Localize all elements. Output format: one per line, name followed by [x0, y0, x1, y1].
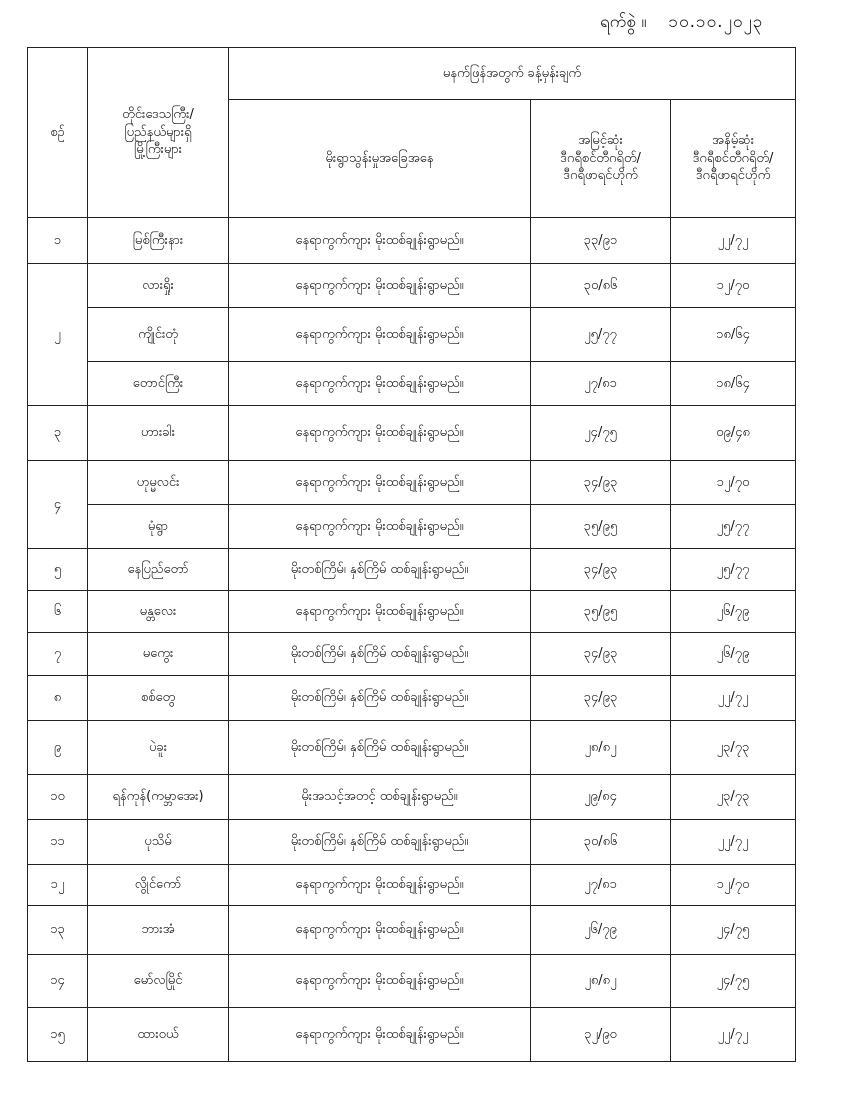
max-temp-cell: ၂၄/၇၅	[531, 406, 671, 461]
condition-cell: နေရာကွက်ကျား မိုးထစ်ချုန်းရွာမည်။	[229, 362, 531, 406]
condition-cell: နေရာကွက်ကျား မိုးထစ်ချုန်းရွာမည်။	[229, 461, 531, 505]
header-region-line: တိုင်းဒေသကြီး/	[122, 107, 194, 123]
table-row	[28, 549, 796, 591]
min-temp-cell: ၂၄/၇၅	[671, 955, 796, 1008]
serial-cell: ၉	[28, 721, 88, 775]
serial-cell: ၁၀	[28, 775, 88, 820]
date-line	[600, 8, 800, 38]
table-row	[28, 591, 796, 633]
min-temp-cell: ၁၂/၇၀	[671, 461, 796, 505]
table-row	[28, 721, 796, 775]
serial-cell: ၅	[28, 549, 88, 591]
header-max-line: ဒီဂရီစင်တီဂရိတ်/	[560, 150, 641, 166]
city-cell: ပဲခူး	[88, 721, 229, 775]
condition-cell: နေရာကွက်ကျား မိုးထစ်ချုန်းရွာမည်။	[229, 505, 531, 549]
max-temp-cell: ၂၇/၈၁	[531, 865, 671, 906]
condition-cell: နေရာကွက်ကျား မိုးထစ်ချုန်းရွာမည်။	[229, 591, 531, 633]
condition-cell: မိုးအသင့်အတင့် ထစ်ချုန်းရွာမည်။	[229, 775, 531, 820]
min-temp-cell: ၂၂/၇၂	[671, 218, 796, 264]
max-temp-cell: ၂၆/၇၉	[531, 906, 671, 955]
header-forecast-group: မနက်ဖြန်အတွက် ခန့်မှန်းချက်	[229, 48, 796, 100]
max-temp-cell: ၃၅/၉၅	[531, 505, 671, 549]
max-temp-cell: ၃၄/၉၃	[531, 676, 671, 721]
city-cell: ဘားအံ	[88, 906, 229, 955]
max-temp-cell: ၃၂/၉၀	[531, 1008, 671, 1062]
table-row	[28, 906, 796, 955]
serial-cell: ၁၄	[28, 955, 88, 1008]
city-cell: ဟုမ္မလင်း	[88, 461, 229, 505]
table-row	[28, 955, 796, 1008]
condition-cell: မိုးတစ်ကြိမ်၊ နှစ်ကြိမ် ထစ်ချုန်းရွာမည်။	[229, 820, 531, 865]
city-cell: စစ်တွေ	[88, 676, 229, 721]
min-temp-cell: ၂၆/၇၉	[671, 633, 796, 676]
serial-cell: ၆	[28, 591, 88, 633]
header-max-line: ဒီဂရီဖာရင်ဟိုက်	[563, 168, 638, 184]
header-region	[88, 48, 229, 218]
header-condition: မိုးရွာသွန်းမှုအခြေအနေ	[229, 100, 531, 218]
table-row	[28, 218, 796, 264]
header-max-temp	[531, 100, 671, 218]
min-temp-cell: ၁၂/၇၀	[671, 865, 796, 906]
table-row	[28, 264, 796, 308]
table-row	[28, 1008, 796, 1062]
max-temp-cell: ၂၈/၈၂	[531, 721, 671, 775]
city-cell: ပုသိမ်	[88, 820, 229, 865]
condition-cell: မိုးတစ်ကြိမ်၊ နှစ်ကြိမ် ထစ်ချုန်းရွာမည်။	[229, 633, 531, 676]
condition-cell: နေရာကွက်ကျား မိုးထစ်ချုန်းရွာမည်။	[229, 264, 531, 308]
max-temp-cell: ၃၀/၈၆	[531, 264, 671, 308]
city-cell: မန္တလေး	[88, 591, 229, 633]
city-cell: လွိုင်ကော်	[88, 865, 229, 906]
min-temp-cell: ၂၅/၇၇	[671, 505, 796, 549]
condition-cell: နေရာကွက်ကျား မိုးထစ်ချုန်းရွာမည်။	[229, 218, 531, 264]
city-cell: ဟားခါး	[88, 406, 229, 461]
serial-cell: ၁၅	[28, 1008, 88, 1062]
condition-cell: မိုးတစ်ကြိမ်၊ နှစ်ကြိမ် ထစ်ချုန်းရွာမည်။	[229, 549, 531, 591]
condition-cell: နေရာကွက်ကျား မိုးထစ်ချုန်းရွာမည်။	[229, 955, 531, 1008]
table-row	[28, 406, 796, 461]
header-min-line: ဒီဂရီဖာရင်ဟိုက်	[695, 168, 771, 184]
table-row	[28, 865, 796, 906]
city-cell: လားရှိုး	[88, 264, 229, 308]
city-cell: နေပြည်တော်	[88, 549, 229, 591]
header-max-line: အမြင့်ဆုံး	[578, 133, 623, 149]
date-label: ရက်စွဲ ။	[600, 11, 647, 32]
table-row	[28, 820, 796, 865]
city-cell: ကျိုင်းတုံ	[88, 308, 229, 362]
serial-cell: ၂	[28, 264, 88, 406]
serial-cell: ၇	[28, 633, 88, 676]
min-temp-cell: ၂၃/၇၃	[671, 775, 796, 820]
table-body	[28, 218, 796, 1062]
city-cell: ထားဝယ်	[88, 1008, 229, 1062]
table-row	[28, 505, 796, 549]
header-min-line: အနိမ့်ဆုံး	[712, 133, 754, 149]
header-region-line: ပြည်နယ်များရှိ	[124, 124, 192, 140]
serial-cell: ၁	[28, 218, 88, 264]
max-temp-cell: ၃၄/၉၃	[531, 461, 671, 505]
condition-cell: နေရာကွက်ကျား မိုးထစ်ချုန်းရွာမည်။	[229, 308, 531, 362]
city-cell: မော်လမြိုင်	[88, 955, 229, 1008]
serial-cell: ၁၂	[28, 865, 88, 906]
max-temp-cell: ၂၇/၈၁	[531, 362, 671, 406]
header-region-line: မြို့ကြီးများ	[134, 142, 182, 158]
max-temp-cell: ၂၅/၇၇	[531, 308, 671, 362]
min-temp-cell: ၂၂/၇၂	[671, 676, 796, 721]
condition-cell: နေရာကွက်ကျား မိုးထစ်ချုန်းရွာမည်။	[229, 865, 531, 906]
city-cell: မုံရွာ	[88, 505, 229, 549]
max-temp-cell: ၃၀/၈၆	[531, 820, 671, 865]
city-cell: ရန်ကုန်(ကမ္ဘာအေး)	[88, 775, 229, 820]
serial-cell: ၃	[28, 406, 88, 461]
table-row	[28, 775, 796, 820]
max-temp-cell: ၂၈/၈၂	[531, 955, 671, 1008]
date-value: ၁၀.၁၀.၂၀၂၃	[668, 11, 764, 32]
max-temp-cell: ၃၄/၉၃	[531, 549, 671, 591]
forecast-table	[27, 47, 796, 1062]
max-temp-cell: ၃၅/၉၅	[531, 591, 671, 633]
table-row	[28, 461, 796, 505]
condition-cell: နေရာကွက်ကျား မိုးထစ်ချုန်းရွာမည်။	[229, 906, 531, 955]
serial-cell: ၁၃	[28, 906, 88, 955]
condition-cell: နေရာကွက်ကျား မိုးထစ်ချုန်းရွာမည်။	[229, 406, 531, 461]
serial-cell: ၁၁	[28, 820, 88, 865]
min-temp-cell: ၂၆/၇၉	[671, 591, 796, 633]
table-row	[28, 362, 796, 406]
serial-cell: ၈	[28, 676, 88, 721]
condition-cell: နေရာကွက်ကျား မိုးထစ်ချုန်းရွာမည်။	[229, 1008, 531, 1062]
city-cell: တောင်ကြီး	[88, 362, 229, 406]
city-cell: မကွေး	[88, 633, 229, 676]
min-temp-cell: ၂၃/၇၃	[671, 721, 796, 775]
min-temp-cell: ၀၉/၄၈	[671, 406, 796, 461]
min-temp-cell: ၂၄/၇၅	[671, 906, 796, 955]
serial-cell: ၄	[28, 461, 88, 549]
min-temp-cell: ၁၈/၆၄	[671, 308, 796, 362]
min-temp-cell: ၂၂/၇၂	[671, 1008, 796, 1062]
condition-cell: မိုးတစ်ကြိမ်၊ နှစ်ကြိမ် ထစ်ချုန်းရွာမည်။	[229, 676, 531, 721]
table-row	[28, 676, 796, 721]
max-temp-cell: ၃၄/၉၃	[531, 633, 671, 676]
header-min-line: ဒီဂရီစင်တီဂရိတ်/	[692, 150, 774, 166]
min-temp-cell: ၂၅/၇၇	[671, 549, 796, 591]
min-temp-cell: ၁၈/၆၄	[671, 362, 796, 406]
header-min-temp	[671, 100, 796, 218]
condition-cell: မိုးတစ်ကြိမ်၊ နှစ်ကြိမ် ထစ်ချုန်းရွာမည်။	[229, 721, 531, 775]
min-temp-cell: ၁၂/၇၀	[671, 264, 796, 308]
max-temp-cell: ၂၉/၈၄	[531, 775, 671, 820]
table-row	[28, 633, 796, 676]
min-temp-cell: ၂၂/၇၂	[671, 820, 796, 865]
header-serial: စဉ်	[28, 48, 88, 218]
max-temp-cell: ၃၃/၉၁	[531, 218, 671, 264]
table-row	[28, 308, 796, 362]
city-cell: မြစ်ကြီးနား	[88, 218, 229, 264]
